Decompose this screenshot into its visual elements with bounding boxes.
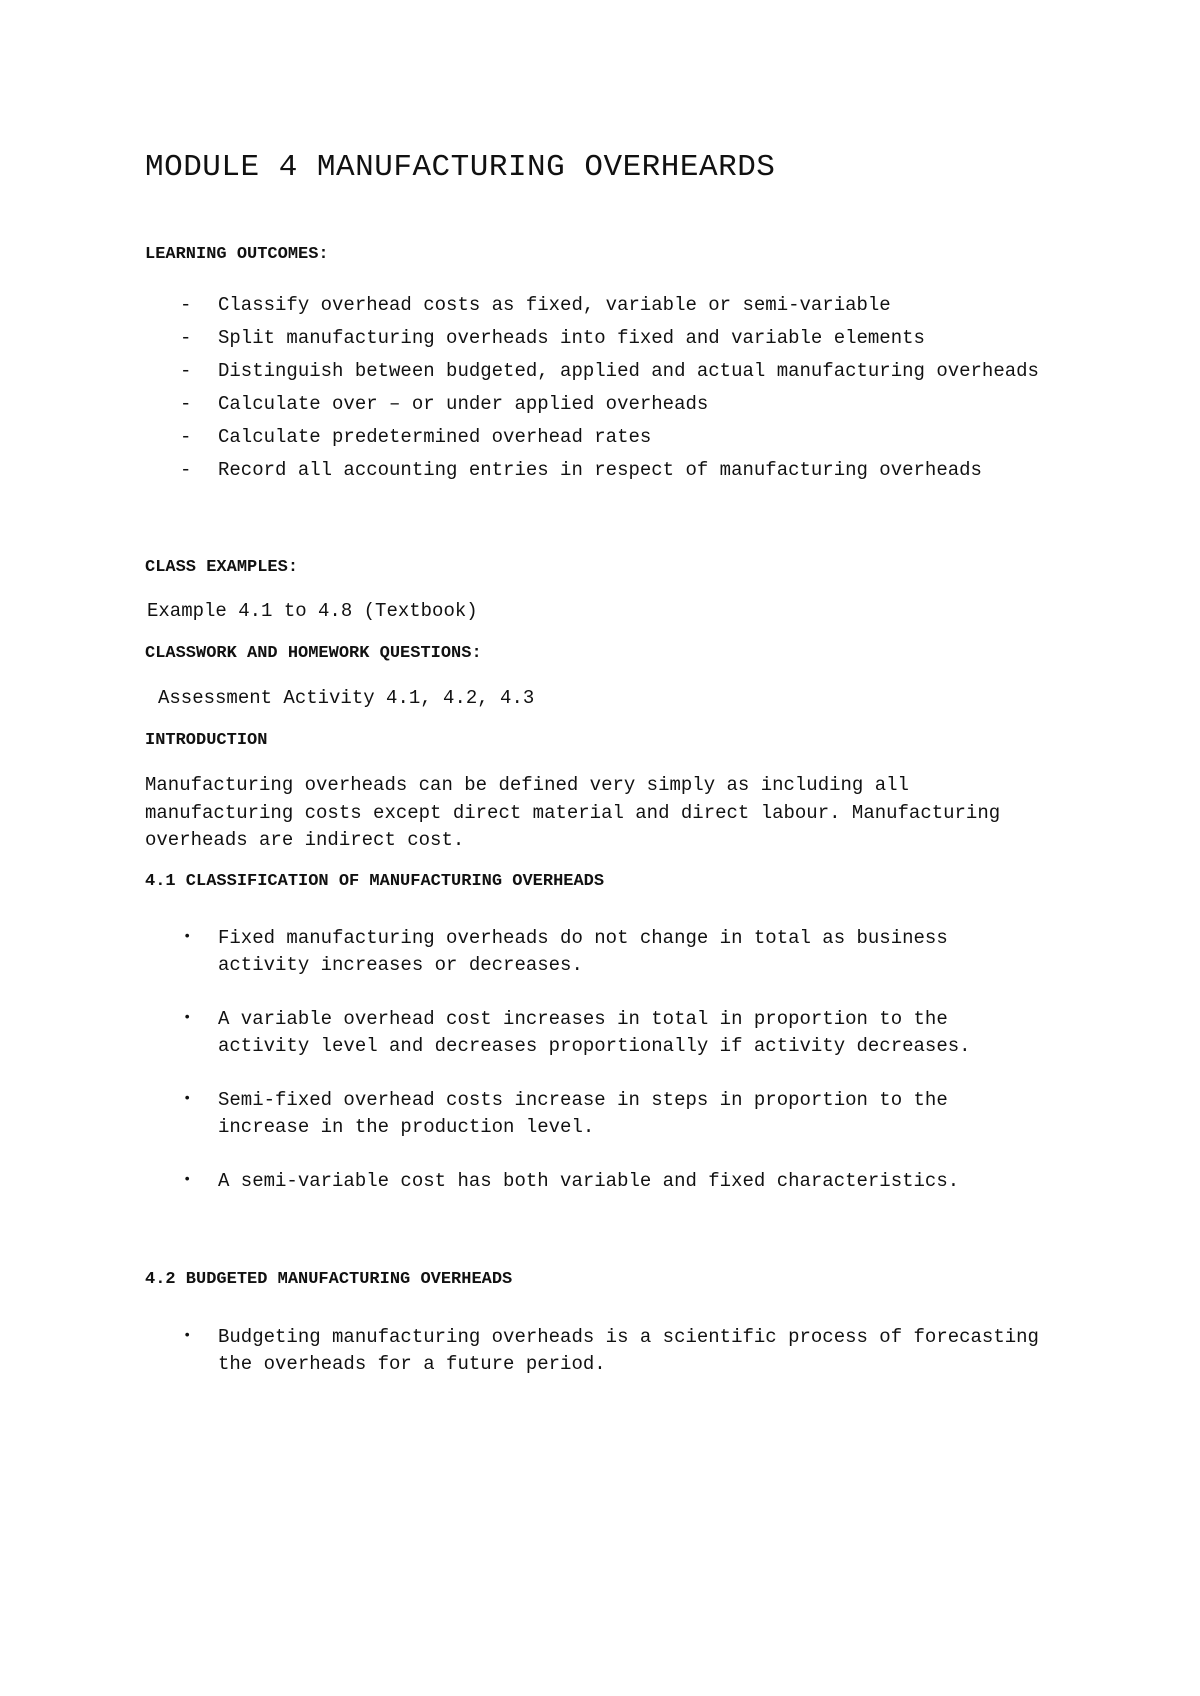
class-examples-text: Example 4.1 to 4.8 (Textbook) [147, 600, 478, 622]
outcome-text: Calculate over – or under applied overheads [218, 393, 709, 415]
list-item [180, 325, 1080, 352]
list-item [180, 424, 1080, 451]
outcome-text: Split manufacturing overheads into fixed and variable elements [218, 327, 925, 349]
bullet-marker: • [183, 1172, 192, 1188]
list-item [180, 1168, 1040, 1195]
bullet-text: A semi-variable cost has both variable and fixed characteristics. [218, 1170, 960, 1192]
outcome-text: Record all accounting entries in respect of manufacturing overheads [218, 459, 982, 481]
dash-marker: - [180, 426, 192, 448]
dash-marker: - [180, 459, 192, 481]
learning-outcomes-heading: LEARNING OUTCOMES: [145, 245, 329, 264]
list-item [180, 457, 1080, 484]
list-item [180, 1324, 1040, 1378]
outcome-text: Calculate predetermined overhead rates [218, 426, 652, 448]
list-item [180, 1006, 1040, 1060]
bullet-marker: • [183, 1091, 192, 1107]
bullet-marker: • [183, 929, 192, 945]
bullet-text: Semi-fixed overhead costs increase in steps in proportion to the increase in the production level. [218, 1089, 948, 1138]
classwork-heading: CLASSWORK AND HOMEWORK QUESTIONS: [145, 644, 482, 663]
classwork-text: Assessment Activity 4.1, 4.2, 4.3 [158, 687, 535, 709]
budgeted-list [180, 1324, 1040, 1378]
dash-marker: - [180, 327, 192, 349]
bullet-marker: • [183, 1328, 192, 1344]
list-item [180, 391, 1080, 418]
learning-outcomes-list [180, 292, 1080, 490]
bullet-text: Budgeting manufacturing overheads is a scientific process of forecasting the overheads for a future period. [218, 1326, 1039, 1375]
section-4-1-heading: 4.1 CLASSIFICATION OF MANUFACTURING OVERHEADS [145, 872, 605, 891]
class-examples-heading: CLASS EXAMPLES: [145, 558, 299, 577]
list-item [180, 925, 1040, 979]
list-item [180, 292, 1080, 319]
section-4-2-heading: 4.2 BUDGETED MANUFACTURING OVERHEADS [145, 1270, 513, 1289]
outcome-text: Classify overhead costs as fixed, variable or semi-variable [218, 294, 891, 316]
bullet-text: Fixed manufacturing overheads do not change in total as business activity increases or decreases. [218, 927, 948, 976]
page-title: MODULE 4 MANUFACTURING OVERHEARDS [145, 150, 776, 185]
introduction-paragraph: Manufacturing overheads can be defined very simply as including all manufacturing costs except direct material and direct labour. Manufacturing overheads are indirect cost. [145, 774, 1001, 851]
classification-list [180, 925, 1040, 1195]
outcome-text: Distinguish between budgeted, applied and actual manufacturing overheads [218, 360, 1039, 382]
dash-marker: - [180, 360, 192, 382]
list-item [180, 1087, 1040, 1141]
bullet-marker: • [183, 1010, 192, 1026]
list-item [180, 358, 1080, 385]
introduction-heading: INTRODUCTION [145, 731, 268, 750]
dash-marker: - [180, 393, 192, 415]
bullet-text: A variable overhead cost increases in total in proportion to the activity level and decreases proportionally if activity decreases. [218, 1008, 971, 1057]
dash-marker: - [180, 294, 192, 316]
